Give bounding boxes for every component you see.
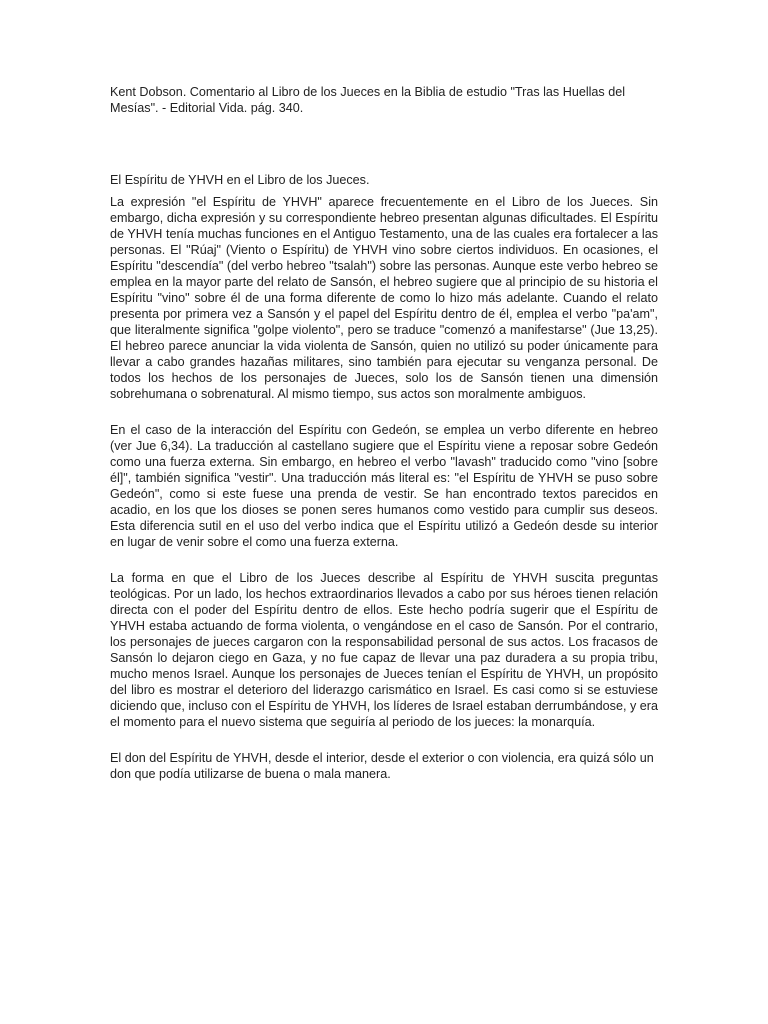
paragraph-2: En el caso de la interacción del Espíritu con Gedeón, se emplea un verbo diferente en hebreo (ver Jue 6,34). La traducción al castellano sugiere que el Espíritu viene a reposar sobre Gedeón como una fuerza externa. Sin embargo, en hebreo el verbo "lavash" traducido como "vino [sobre él]", también significa "vestir". Una traducción más literal es: "el Espíritu de YHVH se puso sobre Gedeón", como si este fuese una prenda de vestir. Se han encontrado textos parecidos en acadio, en los que los dioses se ponen seres humanos como vestido para cumplir sus deseos. Esta diferencia sutil en el uso del verbo indica que el Espíritu utilizó a Gedeón desde su interior en lugar de venir sobre el como una fuerza externa. xyxy=(110,423,658,549)
paragraph-4: El don del Espíritu de YHVH, desde el interior, desde el exterior o con violencia, era quizá sólo un don que podía utilizarse de buena o mala manera. xyxy=(110,751,654,781)
document-page xyxy=(110,84,658,782)
paragraph-3: La forma en que el Libro de los Jueces describe al Espíritu de YHVH suscita preguntas teológicas. Por un lado, los hechos extraordinarios llevados a cabo por sus héroes tienen relación directa con el poder del Espíritu dentro de ellos. Este hecho podría sugerir que el Espíritu de YHVH estaba actuando de forma violenta, o vengándose en el caso de Sansón. Por el contrario, los personajes de jueces cargaron con la responsabilidad personal de sus actos. Los fracasos de Sansón lo dejaron ciego en Gaza, y no fue capaz de llevar una paz duradera a su propia tribu, mucho menos Israel. Aunque los personajes de Jueces tenían el Espíritu de YHVH, un propósito del libro es mostrar el deterioro del liderazgo carismático en Israel. Es casi como si se estuviese diciendo que, incluso con el Espíritu de YHVH, los líderes de Israel estaban derrumbándose, y era el momento para el nuevo sistema que seguiría al periodo de los jueces: la monarquía. xyxy=(110,571,658,729)
paragraph-1: La expresión "el Espíritu de YHVH" aparece frecuentemente en el Libro de los Jueces. Sin embargo, dicha expresión y su correspondiente hebreo presentan algunas dificultades. El Espíritu de YHVH tenía muchas funciones en el Antiguo Testamento, una de las cuales era fortalecer a las personas. El "Rúaj" (Viento o Espíritu) de YHVH vino sobre ciertos individuos. En ocasiones, el Espíritu "descendía" (del verbo hebreo "tsalah") sobre las personas. Aunque este verbo hebreo se emplea en la mayor parte del relato de Sansón, el hebreo sugiere que al principio de su historia el Espíritu "vino" sobre él de una forma diferente de como lo hizo más adelante. Cuando el relato presenta por primera vez a Sansón y el papel del Espíritu dentro de él, emplea el verbo "pa'am", que literalmente significa "golpe violento", pero se traduce "comenzó a manifestarse" (Jue 13,25). El hebreo parece anunciar la vida violenta de Sansón, quien no utilizó su poder únicamente para llevar a cabo grandes hazañas militares, sino también para ejecutar su venganza personal. De todos los hechos de los personajes de Jueces, solo los de Sansón tienen una dimensión sobrehumana o sobrenatural. Al mismo tiempo, sus actos son moralmente ambiguos. xyxy=(110,195,658,401)
citation: Kent Dobson. Comentario al Libro de los Jueces en la Biblia de estudio "Tras las Huellas del Mesías". - Editorial Vida. pág. 340. xyxy=(110,85,626,115)
section-heading: El Espíritu de YHVH en el Libro de los Jueces. xyxy=(110,173,370,187)
